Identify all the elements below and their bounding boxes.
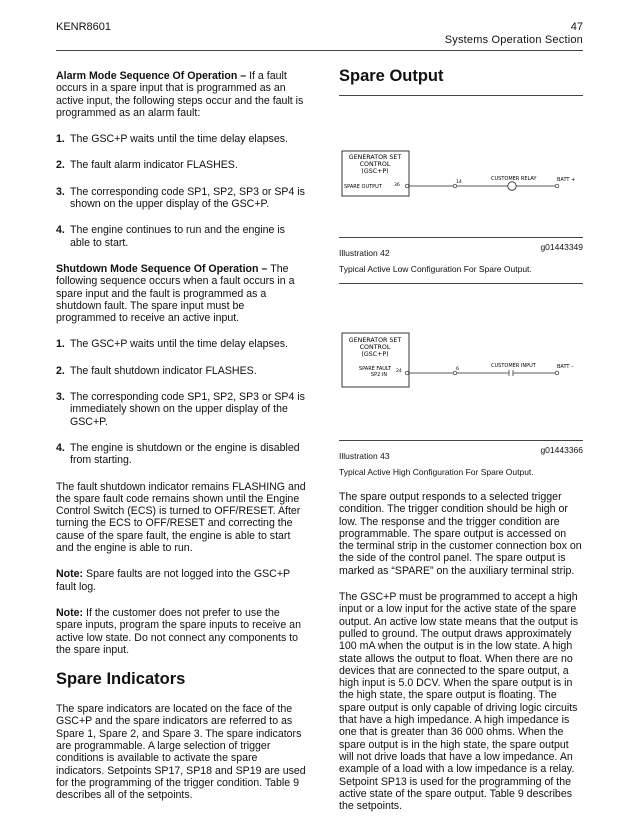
box-label-line1: GENERATOR SET <box>348 337 402 344</box>
terminal-node <box>405 184 409 188</box>
spare-output-paragraph: The spare output responds to a selected trigger condition. The trigger condition should be high or low. The response and the trigger condition are programmable. The spare output is accessed on the terminal strip in the customer connection box on the side of the control panel. The spare output is marked as “SPARE” on the auxiliary terminal strip. <box>339 491 582 577</box>
alarm-step <box>56 186 306 211</box>
pin-right-label: 6 <box>456 367 459 372</box>
alarm-step <box>56 159 306 171</box>
figure-divider <box>339 440 583 441</box>
step-number: 2. <box>56 159 65 172</box>
step-number: 3. <box>56 391 65 404</box>
step-text: The GSC+P waits until the time delay elapses. <box>70 133 288 146</box>
step-text: The engine is shutdown or the engine is disabled from starting. <box>70 441 300 467</box>
terminal-label: SPARE OUTPUT <box>344 184 382 190</box>
illustration-42-figure <box>339 149 583 284</box>
box-label-line1: GENERATOR SET <box>348 154 402 161</box>
alarm-step <box>56 224 306 249</box>
step-text: The GSC+P waits until the time delay elapses. <box>70 338 288 351</box>
shutdown-mode-intro: The following sequence occurs when a fault occurs in a spare input and the fault is programmed as a shutdown fault. The spare input must be programmed to receive an active input. <box>56 262 295 325</box>
terminal-node <box>453 371 457 375</box>
alarm-step <box>56 133 306 145</box>
terminal-label-line1: SPARE FAULT <box>358 366 392 372</box>
shutdown-mode-heading: Shutdown Mode Sequence Of Operation <box>56 262 259 275</box>
pin-left-label: 24 <box>396 369 402 374</box>
spare-output-paragraph: The GSC+P must be programmed to accept a high input or a low input for the active state of the spare output. An active low state means that the output is pulled to ground. The output draws approximately 100 mA when the output is in the low state. A high state allows the output to float. When there are no devices that are connected to the spare output, a high input is 5.0 DCV. When the spare output is in the high state, the spare output is floating. The spare output is only capable of driving logic circuits that have a high impedance. A high impedance is one that is greater than 36 000 ohms. When the spare output is in the high state, the spare output will not drive loads that have a low impedance. An example of a load with a low impedance is a relay. Setpoint SP13 is used for the programming of the active state of the spare output. Table 9 describes the setpoints. <box>339 591 579 813</box>
shutdown-step <box>56 338 306 350</box>
alarm-heading-dash: – <box>237 70 250 82</box>
device-label: CUSTOMER INPUT <box>491 363 536 369</box>
left-column <box>56 70 306 815</box>
illustration-caption: Typical Active Low Configuration For Spare Output. <box>339 264 532 274</box>
battery-label: BATT + <box>557 177 576 183</box>
step-number: 4. <box>56 441 65 454</box>
document-id: KENR8601 <box>56 21 112 33</box>
terminal-node <box>555 184 559 188</box>
illustration-label: Illustration 42 <box>339 248 390 258</box>
figure-divider <box>339 237 583 238</box>
box-label-line2: CONTROL <box>359 161 391 168</box>
note-text: Spare faults are not logged into the GSC+P fault log. <box>56 568 290 593</box>
active-low-wiring-diagram <box>339 149 583 205</box>
alarm-mode-paragraph <box>56 70 306 119</box>
shutdown-step <box>56 442 306 467</box>
illustration-label: Illustration 43 <box>339 451 390 461</box>
terminal-node <box>555 371 559 375</box>
figure-divider <box>339 283 583 284</box>
spare-output-body <box>339 491 583 812</box>
step-text: The fault alarm indicator FLASHES. <box>70 159 238 172</box>
spare-indicators-paragraph: The spare indicators are located on the face of the GSC+P and the spare indicators are referred to as Spare 1, Spare 2, and Spare 3. The spare indicators are programmable. A large selection of trigger conditions is available to activate the spare indicators. Setpoints SP17, SP18 and SP19 are used for the programming of the trigger condition. Table 9 describes all of the setpoints. <box>56 703 306 802</box>
note-label: Note: <box>56 606 84 619</box>
alarm-mode-heading: Alarm Mode Sequence Of Operation <box>56 70 238 82</box>
step-text: The corresponding code SP1, SP2, SP3 or SP4 is shown on the upper display of the GSC+P. <box>70 185 305 211</box>
box-label-line3: (GSC+P) <box>361 168 389 175</box>
pin-left-label: 36 <box>394 183 400 188</box>
shutdown-step <box>56 365 306 377</box>
terminal-label-line2: SP2 IN <box>370 372 388 378</box>
box-label-line2: CONTROL <box>359 344 391 351</box>
device-label: CUSTOMER RELAY <box>491 176 537 182</box>
terminal-node <box>405 371 409 375</box>
header-divider <box>56 50 583 51</box>
step-number: 3. <box>56 185 65 198</box>
illustration-43-figure <box>339 331 583 477</box>
relay-coil-icon <box>508 182 516 190</box>
note-label: Note: <box>56 568 84 581</box>
spare-output-heading: Spare Output <box>339 67 444 85</box>
illustration-caption: Typical Active High Configuration For Spare Output. <box>339 467 534 477</box>
shutdown-mode-paragraph <box>56 263 306 324</box>
step-text: The engine continues to run and the engine is able to start. <box>70 224 285 249</box>
shutdown-heading-dash: – <box>258 262 271 275</box>
active-high-wiring-diagram <box>339 331 583 391</box>
alarm-mode-intro: If a fault occurs in a spare input that is programmed as an active input, the following steps occur and the fault is programmed as an alarm fault: <box>56 70 304 119</box>
illustration-caption-row <box>339 242 583 258</box>
step-number: 1. <box>56 133 65 146</box>
step-number: 1. <box>56 338 65 351</box>
step-text: The corresponding code SP1, SP2, SP3 or SP4 is immediately shown on the upper display of the GSC+P. <box>70 391 305 428</box>
step-number: 4. <box>56 224 65 237</box>
step-number: 2. <box>56 364 65 377</box>
section-title: Systems Operation Section <box>444 34 583 46</box>
right-column <box>339 66 583 826</box>
graphic-id: g01443349 <box>540 242 583 252</box>
note-spare-inputs <box>56 607 306 656</box>
battery-label: BATT – <box>557 364 574 370</box>
page-number: 47 <box>570 21 583 33</box>
box-label-line3: (GSC+P) <box>361 351 389 358</box>
step-text: The fault shutdown indicator FLASHES. <box>70 364 257 377</box>
shutdown-paragraph: The fault shutdown indicator remains FLASHING and the spare fault code remains shown until the Engine Control Switch (ECS) is turned to OFF/RESET. After turning the ECS to OFF/RESET and correcting the cause of the spare fault, the engine is able to start and the engine is able to run. <box>56 480 306 555</box>
heading-divider <box>339 95 583 96</box>
pin-right-label: 14 <box>456 180 462 185</box>
terminal-node <box>453 184 457 188</box>
shutdown-step <box>56 391 306 428</box>
note-fault-log <box>56 568 306 593</box>
illustration-caption-row <box>339 445 583 461</box>
graphic-id: g01443366 <box>540 445 583 455</box>
spare-indicators-heading: Spare Indicators <box>56 670 186 689</box>
note-text: If the customer does not prefer to use the spare inputs, program the spare inputs to receive an active low state. Do not connect any components to the spare input. <box>56 606 301 656</box>
